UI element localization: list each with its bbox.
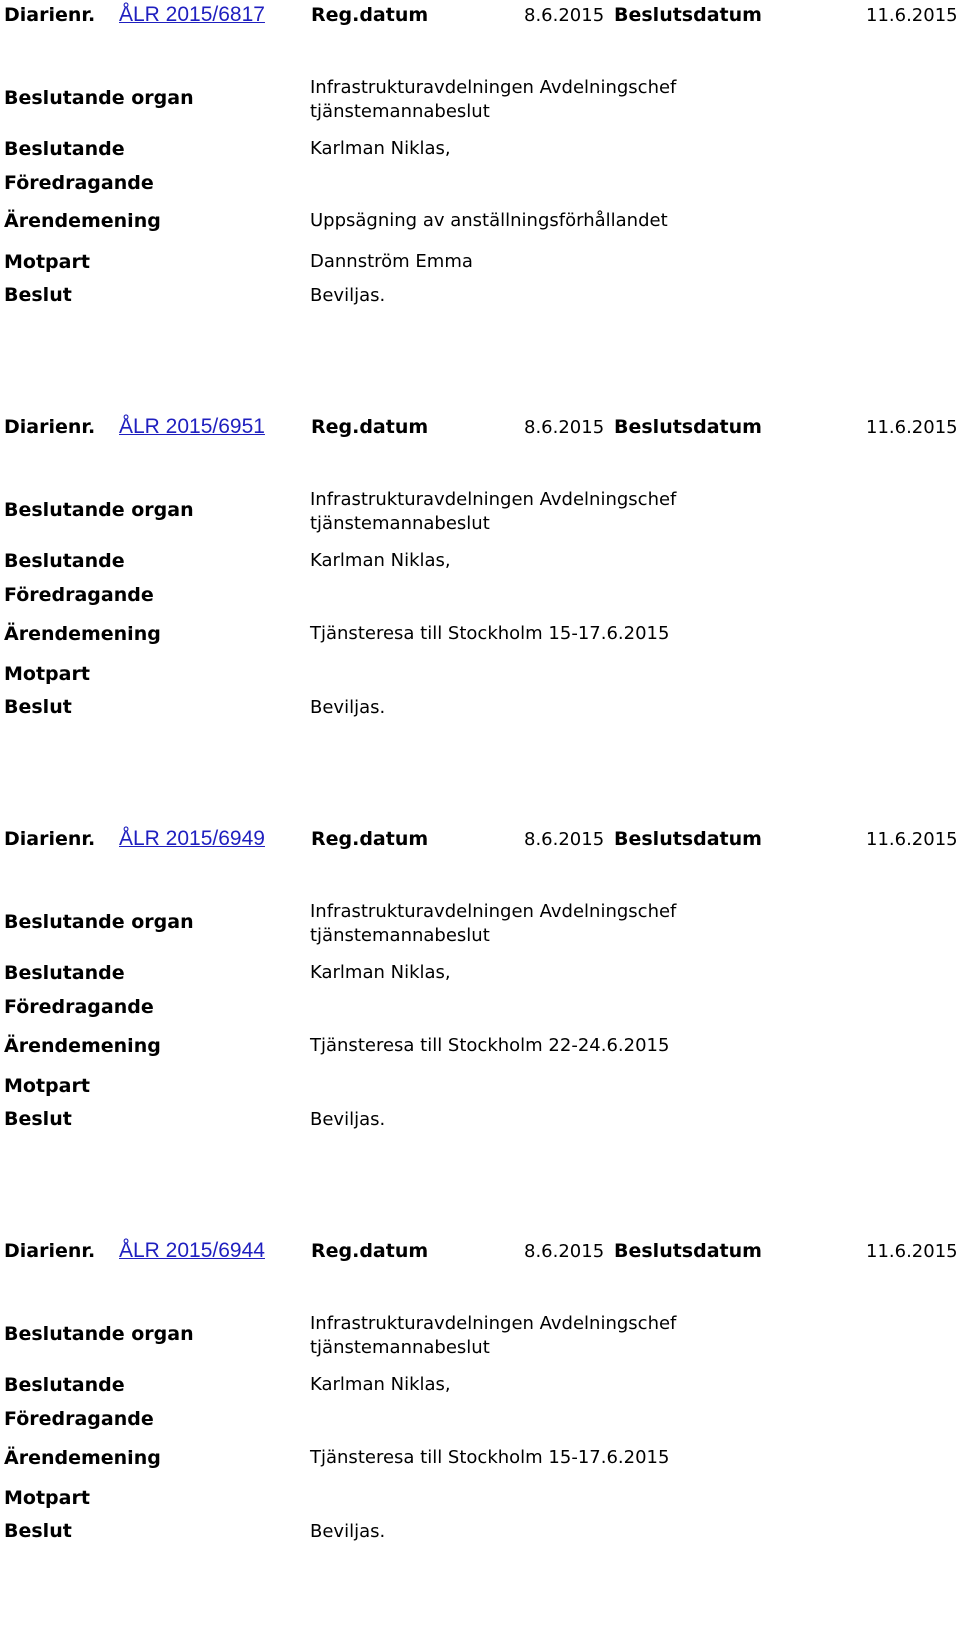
reg-datum-value: 8.6.2015 bbox=[524, 5, 605, 26]
beslutsdatum-value: 11.6.2015 bbox=[866, 417, 958, 438]
beslutande-value: Karlman Niklas, bbox=[310, 550, 451, 571]
reg-datum-value: 8.6.2015 bbox=[524, 417, 605, 438]
beslutsdatum-value: 11.6.2015 bbox=[866, 5, 958, 26]
arendemening-label: Ärendemening bbox=[4, 1447, 161, 1469]
arendemening-value: Uppsägning av anställningsförhållandet bbox=[310, 210, 668, 231]
motpart-value: Dannström Emma bbox=[310, 251, 473, 272]
reg-datum-label: Reg.datum bbox=[311, 1240, 429, 1262]
arendemening-label: Ärendemening bbox=[4, 210, 161, 232]
diarienr-label: Diarienr. bbox=[4, 4, 96, 26]
organ-line1: Infrastrukturavdelningen Avdelningschef bbox=[310, 901, 677, 922]
organ-line1: Infrastrukturavdelningen Avdelningschef bbox=[310, 489, 677, 510]
foredragande-label: Föredragande bbox=[4, 172, 154, 194]
motpart-label: Motpart bbox=[4, 1487, 90, 1509]
reg-datum-label: Reg.datum bbox=[311, 416, 429, 438]
decision-record bbox=[0, 1236, 960, 1636]
reg-datum-value: 8.6.2015 bbox=[524, 1241, 605, 1262]
diarienr-label: Diarienr. bbox=[4, 828, 96, 850]
beslutande-value: Karlman Niklas, bbox=[310, 138, 451, 159]
decision-record bbox=[0, 412, 960, 812]
organ-line2: tjänstemannabeslut bbox=[310, 1337, 490, 1358]
beslut-label: Beslut bbox=[4, 696, 72, 718]
organ-line2: tjänstemannabeslut bbox=[310, 101, 490, 122]
motpart-label: Motpart bbox=[4, 1075, 90, 1097]
arendemening-label: Ärendemening bbox=[4, 1035, 161, 1057]
motpart-label: Motpart bbox=[4, 251, 90, 273]
foredragande-label: Föredragande bbox=[4, 1408, 154, 1430]
beslutande-organ-label: Beslutande organ bbox=[4, 499, 194, 521]
beslut-value: Beviljas. bbox=[310, 285, 386, 306]
beslutande-label: Beslutande bbox=[4, 962, 125, 984]
decision-record bbox=[0, 0, 960, 400]
organ-line1: Infrastrukturavdelningen Avdelningschef bbox=[310, 77, 677, 98]
beslut-label: Beslut bbox=[4, 1108, 72, 1130]
beslut-value: Beviljas. bbox=[310, 1521, 386, 1542]
arendemening-value: Tjänsteresa till Stockholm 15-17.6.2015 bbox=[310, 1447, 670, 1468]
beslut-value: Beviljas. bbox=[310, 1109, 386, 1130]
beslutande-organ-label: Beslutande organ bbox=[4, 87, 194, 109]
reg-datum-label: Reg.datum bbox=[311, 4, 429, 26]
beslutsdatum-label: Beslutsdatum bbox=[614, 1240, 762, 1262]
organ-line2: tjänstemannabeslut bbox=[310, 513, 490, 534]
organ-line2: tjänstemannabeslut bbox=[310, 925, 490, 946]
arendemening-value: Tjänsteresa till Stockholm 22-24.6.2015 bbox=[310, 1035, 670, 1056]
beslutsdatum-value: 11.6.2015 bbox=[866, 829, 958, 850]
diarienr-link[interactable]: ÅLR 2015/6944 bbox=[119, 1239, 265, 1262]
beslutsdatum-label: Beslutsdatum bbox=[614, 4, 762, 26]
reg-datum-value: 8.6.2015 bbox=[524, 829, 605, 850]
diarienr-label: Diarienr. bbox=[4, 1240, 96, 1262]
organ-line1: Infrastrukturavdelningen Avdelningschef bbox=[310, 1313, 677, 1334]
beslutande-label: Beslutande bbox=[4, 138, 125, 160]
beslutande-organ-label: Beslutande organ bbox=[4, 911, 194, 933]
beslutande-organ-label: Beslutande organ bbox=[4, 1323, 194, 1345]
arendemening-label: Ärendemening bbox=[4, 623, 161, 645]
beslutande-label: Beslutande bbox=[4, 1374, 125, 1396]
beslutsdatum-label: Beslutsdatum bbox=[614, 416, 762, 438]
diarienr-link[interactable]: ÅLR 2015/6817 bbox=[119, 3, 265, 26]
diarienr-link[interactable]: ÅLR 2015/6949 bbox=[119, 827, 265, 850]
beslutande-value: Karlman Niklas, bbox=[310, 1374, 451, 1395]
foredragande-label: Föredragande bbox=[4, 996, 154, 1018]
beslutande-label: Beslutande bbox=[4, 550, 125, 572]
diarienr-link[interactable]: ÅLR 2015/6951 bbox=[119, 415, 265, 438]
arendemening-value: Tjänsteresa till Stockholm 15-17.6.2015 bbox=[310, 623, 670, 644]
decision-record bbox=[0, 824, 960, 1224]
beslut-value: Beviljas. bbox=[310, 697, 386, 718]
reg-datum-label: Reg.datum bbox=[311, 828, 429, 850]
foredragande-label: Föredragande bbox=[4, 584, 154, 606]
beslutande-value: Karlman Niklas, bbox=[310, 962, 451, 983]
motpart-label: Motpart bbox=[4, 663, 90, 685]
beslut-label: Beslut bbox=[4, 284, 72, 306]
diarienr-label: Diarienr. bbox=[4, 416, 96, 438]
beslutsdatum-label: Beslutsdatum bbox=[614, 828, 762, 850]
beslutsdatum-value: 11.6.2015 bbox=[866, 1241, 958, 1262]
beslut-label: Beslut bbox=[4, 1520, 72, 1542]
